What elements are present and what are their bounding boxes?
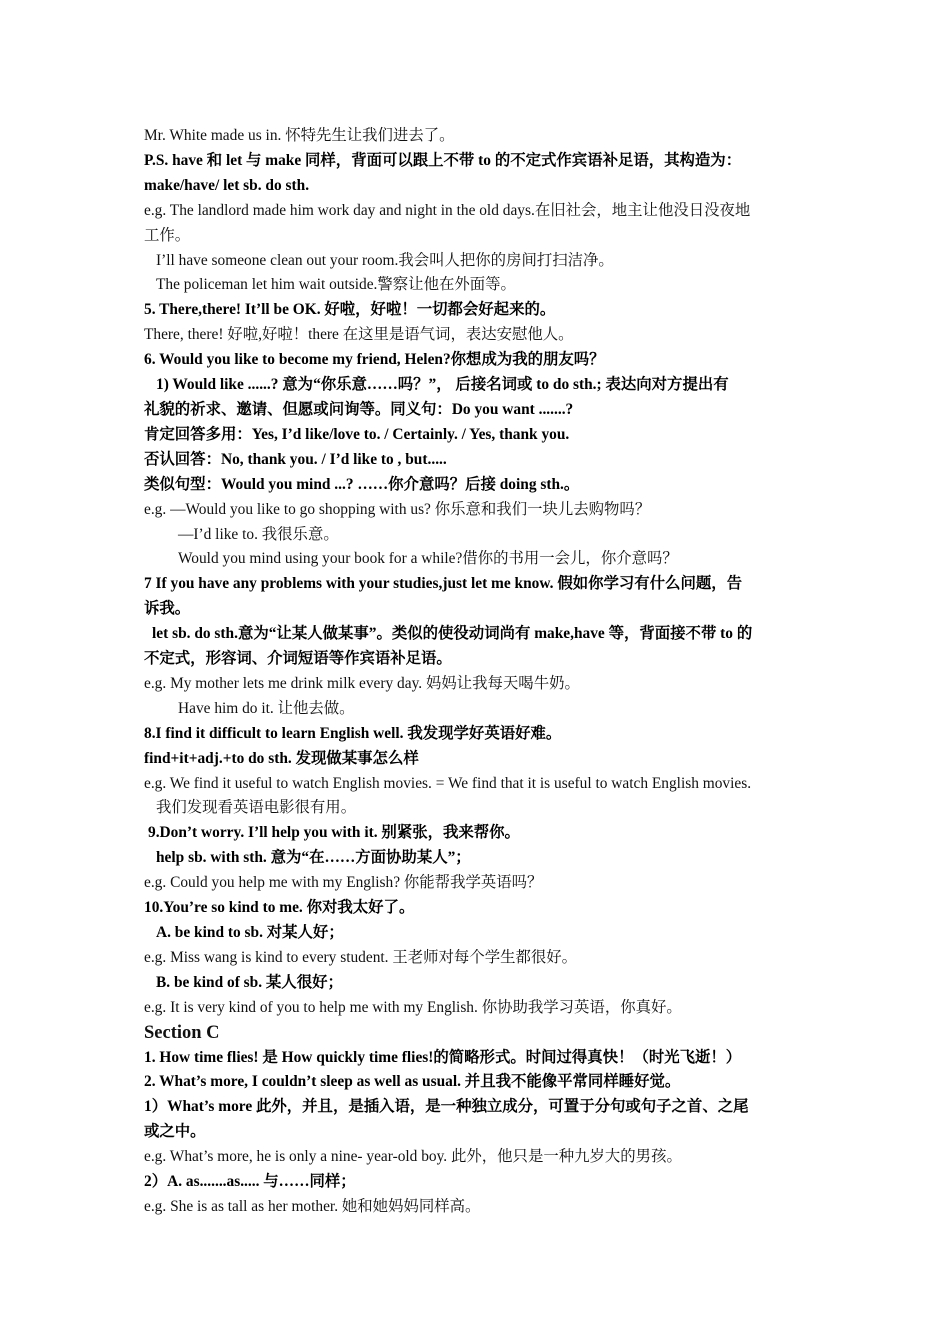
text-line: make/have/ let sb. do sth. — [144, 176, 310, 194]
text-line: 类似句型：Would you mind ...? ……你介意吗？后接 doing sth.。 — [144, 475, 580, 493]
text-line: let sb. do sth.意为“让某人做某事”。类似的使役动词尚有 make,have 等，背面接不带 to 的 — [152, 625, 753, 643]
text-line: 诉我。 — [144, 600, 191, 618]
text-line: e.g. We find it useful to watch English movies. = We find that it is useful to watch English movies. — [144, 774, 752, 792]
section-heading: Section C — [144, 1022, 220, 1043]
text-line: e.g. Could you help me with my English? 你能帮我学英语吗？ — [144, 874, 543, 892]
text-line: 我们发现看英语电影很有用。 — [156, 799, 357, 817]
text-line: 礼貌的祈求、邀请、但愿或问询等。同义句：Do you want .......? — [144, 400, 574, 418]
text-line: 工作。 — [144, 226, 191, 244]
text-line: 2. What’s more, I couldn’t sleep as well as usual. 并且我不能像平常同样睡好觉。 — [144, 1073, 681, 1091]
document-page — [144, 124, 808, 1220]
text-line: Mr. White made us in. 怀特先生让我们进去了。 — [144, 127, 455, 144]
text-line: 肯定回答多用：Yes, I’d like/love to. / Certainly. / Yes, thank you. — [144, 425, 570, 443]
text-line: find+it+adj.+to do sth. 发现做某事怎么样 — [144, 749, 419, 767]
text-line: 9.Don’t worry. I’ll help you with it. 别紧张，我来帮你。 — [148, 824, 520, 842]
text-line: 6. Would you like to become my friend, Helen?你想成为我的朋友吗？ — [144, 351, 605, 369]
text-line: P.S. have 和 let 与 make 同样，背面可以跟上不带 to 的不定式作宾语补足语，其构造为： — [144, 151, 742, 169]
text-line: A. be kind to sb. 对某人好； — [156, 924, 344, 941]
text-line: e.g. What’s more, he is only a nine- year-old boy. 此外，他只是一种九岁大的男孩。 — [144, 1148, 682, 1166]
text-line: 7 If you have any problems with your studies,just let me know. 假如你学习有什么问题，告 — [144, 575, 743, 593]
text-line: Have him do it. 让他去做。 — [178, 699, 355, 717]
text-line: 1. How time flies! 是 How quickly time flies!的简略形式。时间过得真快！（时光飞逝！） — [144, 1048, 742, 1066]
text-line: 1）What’s more 此外，并且，是插入语，是一种独立成分，可置于分句或句子之首、之尾 — [144, 1098, 749, 1116]
text-line: —I’d like to. 我很乐意。 — [178, 525, 339, 543]
text-line: e.g. My mother lets me drink milk every day. 妈妈让我每天喝牛奶。 — [144, 674, 580, 692]
text-line: e.g. —Would you like to go shopping with us? 你乐意和我们一块儿去购物吗？ — [144, 500, 651, 518]
text-line: 或之中。 — [144, 1123, 206, 1141]
text-line: The policeman let him wait outside.警察让他在外面等。 — [156, 276, 516, 294]
text-line: 8.I find it difficult to learn English well. 我发现学好英语好难。 — [144, 724, 562, 742]
text-line: I’ll have someone clean out your room.我会叫人把你的房间打扫洁净。 — [156, 251, 614, 269]
text-line: 5. There,there! It’ll be OK. 好啦，好啦！一切都会好起来的。 — [144, 301, 556, 319]
text-line: 1) Would like ......? 意为“你乐意……吗？”， 后接名词或 to do sth.; 表达向对方提出有 — [156, 376, 729, 394]
text-line: 2）A. as.......as..... 与……同样； — [144, 1173, 356, 1191]
text-line: help sb. with sth. 意为“在……方面协助某人”； — [156, 849, 471, 867]
text-line: e.g. She is as tall as her mother. 她和她妈妈同样高。 — [144, 1197, 481, 1215]
text-line: e.g. The landlord made him work day and night in the old days.在旧社会，地主让他没日没夜地 — [144, 201, 751, 219]
text-line: e.g. Miss wang is kind to every student. 王老师对每个学生都很好。 — [144, 948, 578, 966]
text-line: B. be kind of sb. 某人很好； — [156, 973, 343, 991]
text-line: Would you mind using your book for a while?借你的书用一会儿，你介意吗？ — [178, 550, 678, 568]
text-line: 10.You’re so kind to me. 你对我太好了。 — [144, 899, 415, 917]
text-line: 否认回答：No, thank you. / I’d like to , but..... — [144, 450, 447, 468]
text-line: e.g. It is very kind of you to help me with my English. 你协助我学习英语，你真好。 — [144, 998, 682, 1016]
text-line: There, there! 好啦,好啦！there 在这里是语气词，表达安慰他人。 — [144, 326, 574, 344]
text-line: 不定式，形容词、介词短语等作宾语补足语。 — [144, 650, 452, 668]
